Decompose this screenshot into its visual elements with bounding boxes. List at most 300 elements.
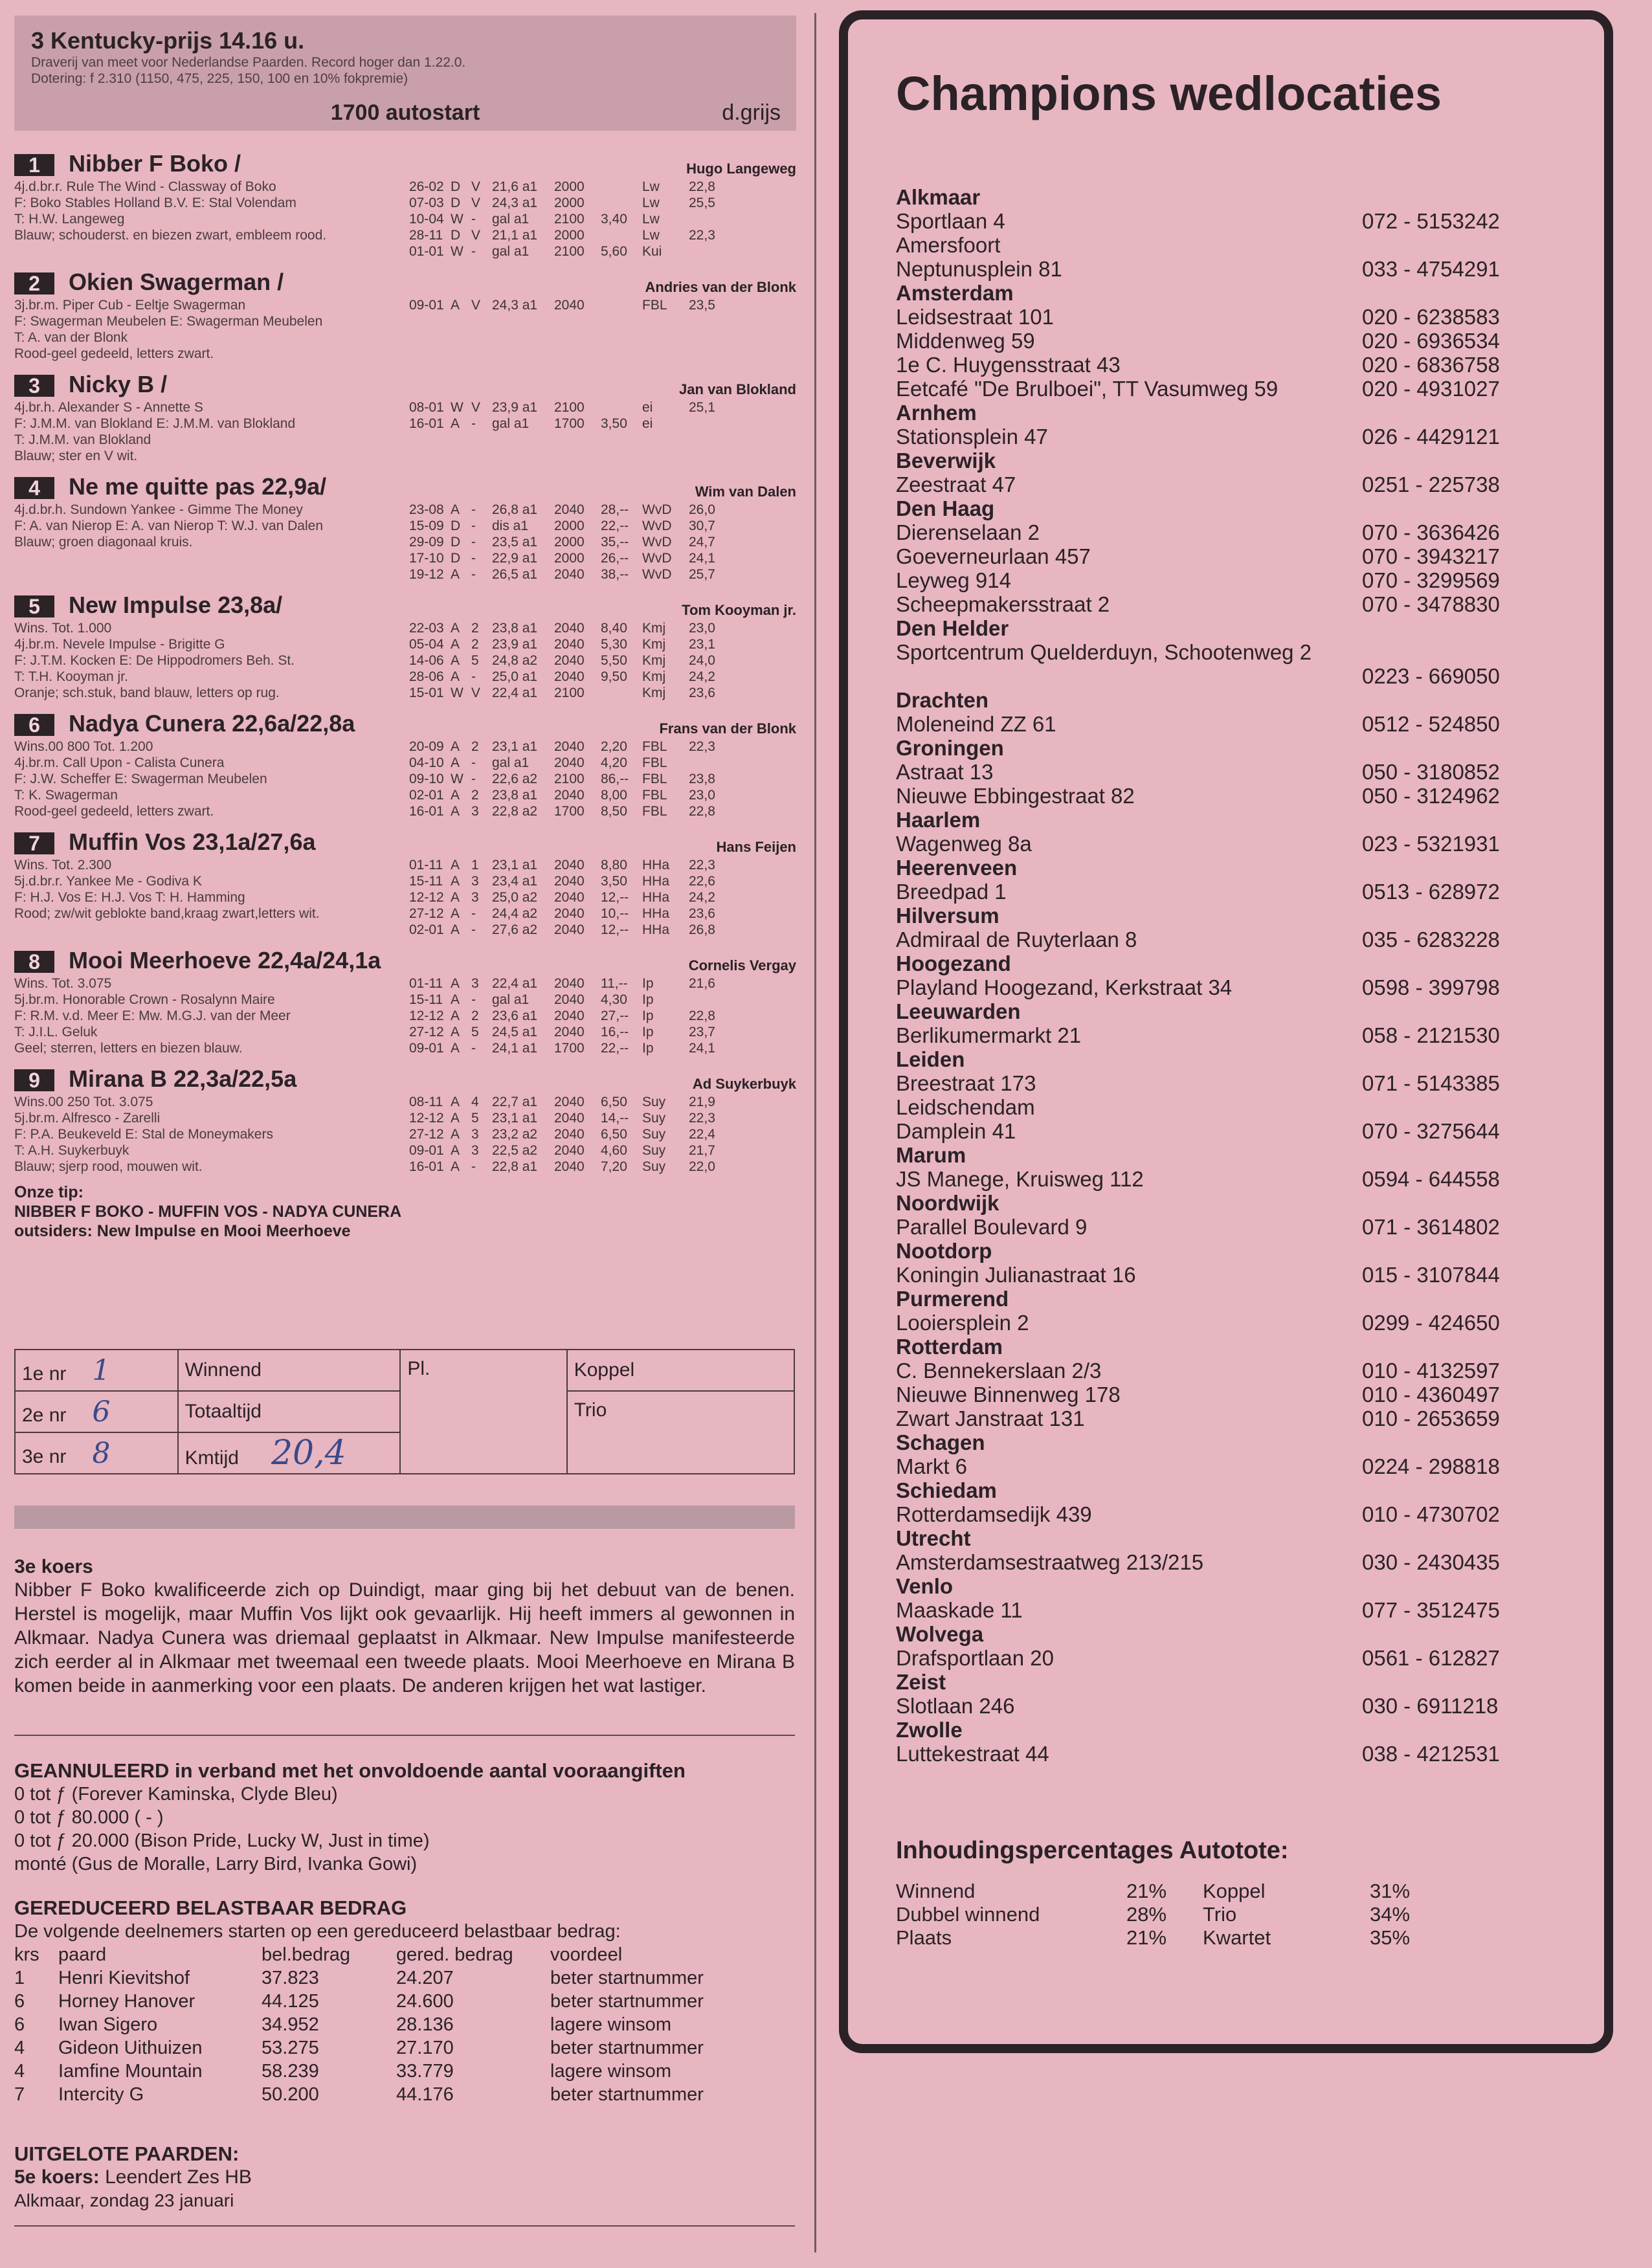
result-cell: 2040 — [554, 502, 585, 517]
location-phone: 070 - 3478830 — [1362, 592, 1500, 616]
result-cell: 6,50 — [601, 1127, 627, 1142]
result-cell: 23,5 — [689, 298, 715, 313]
tip-line-2: outsiders: New Impulse en Mooi Meerhoeve — [14, 1222, 351, 1240]
location-row — [896, 832, 1504, 856]
race-title: 3 Kentucky-prijs 14.16 u. — [31, 27, 305, 54]
city-name: Zwolle — [896, 1718, 963, 1742]
result-row — [409, 550, 796, 566]
result-cell: gal a1 — [492, 212, 530, 227]
result-cell: 2040 — [554, 637, 585, 652]
horse-info-line: F: J.T.M. Kocken E: De Hippodromers Beh. St. — [14, 653, 295, 668]
city-name: Beverwijk — [896, 449, 996, 472]
location-phone: 015 - 3107844 — [1362, 1263, 1500, 1287]
city-name: Hoogezand — [896, 951, 1011, 975]
horse-driver: Cornelis Vergay — [688, 957, 796, 973]
horse-info-line: Wins. Tot. 1.000 — [14, 621, 112, 636]
winnend-cell[interactable]: Winnend — [178, 1350, 401, 1391]
result-cell: 15-11 — [409, 992, 443, 1007]
reduced-cell: 37.823 — [262, 1968, 319, 1988]
reduced-cell: 27.170 — [396, 2038, 454, 2058]
result-cell: 2 — [471, 637, 479, 652]
result-cell: 25,0 a2 — [492, 890, 538, 905]
result-cell: A — [451, 1095, 460, 1109]
location-address: Dierenselaan 2 — [896, 520, 1040, 544]
horse-info-line: F: Swagerman Meubelen E: Swagerman Meubelen — [14, 314, 323, 329]
horse-info — [14, 179, 416, 243]
horse-driver: Wim van Dalen — [695, 484, 796, 500]
reduced-col-header: gered. bedrag — [396, 1944, 513, 1965]
city-name: Haarlem — [896, 808, 981, 832]
location-address: Stationsplein 47 — [896, 425, 1048, 449]
result-cell: 24,4 a2 — [492, 906, 538, 921]
totaaltijd-cell[interactable]: Totaaltijd — [178, 1391, 401, 1432]
location-row — [896, 1454, 1504, 1478]
result-cell: 09-01 — [409, 298, 444, 313]
result-cell: W — [451, 685, 463, 700]
result-cell: A — [451, 502, 460, 517]
location-row — [896, 1119, 1504, 1143]
result-cell: 23,9 a1 — [492, 637, 538, 652]
result-cell: 2040 — [554, 1159, 585, 1174]
reduced-cell: 34.952 — [262, 2014, 319, 2035]
result-cell: 22,0 — [689, 1159, 715, 1174]
location-phone: 033 - 4754291 — [1362, 257, 1500, 281]
result-cell: 01-01 — [409, 244, 444, 259]
result-cell: 8,40 — [601, 621, 627, 636]
result-cell: 21,9 — [689, 1095, 715, 1109]
result-cell: 2040 — [554, 992, 585, 1007]
deduction-section — [896, 1836, 1504, 1950]
location-address: Wagenweg 8a — [896, 832, 1032, 856]
result-cell: D — [451, 195, 461, 210]
location-address: Amersfoort — [896, 233, 1001, 257]
result-cell: W — [451, 244, 463, 259]
result-cell: 27-12 — [409, 906, 444, 921]
result-cell: 2040 — [554, 1095, 585, 1109]
horse-name: Okien Swagerman / — [69, 269, 284, 295]
result-cell: A — [451, 1041, 460, 1056]
horse-info-line: Wins. Tot. 3.075 — [14, 976, 112, 991]
result-row — [409, 329, 796, 346]
horse-info-line: F: P.A. Beukeveld E: Stal de Moneymakers — [14, 1127, 273, 1142]
result-cell: A — [451, 804, 460, 819]
location-phone: 010 - 4360497 — [1362, 1383, 1500, 1406]
horse-info — [14, 620, 416, 701]
reduced-row — [14, 2083, 795, 2106]
deduction-cell: 31% — [1370, 1880, 1411, 1902]
result-cell: 2040 — [554, 1143, 585, 1158]
result-cell: - — [471, 669, 476, 684]
horse-name: Ne me quitte pas 22,9a/ — [69, 473, 327, 500]
location-row — [896, 425, 1504, 449]
result-cell: D — [451, 551, 461, 566]
result-cell: 3 — [471, 1143, 479, 1158]
city-name: Leiden — [896, 1047, 965, 1071]
location-address: Koningin Julianastraat 16 — [896, 1263, 1136, 1287]
location-phone: 035 - 6283228 — [1362, 928, 1500, 951]
result-cell: 26,0 — [689, 502, 715, 517]
cancelled-line: 0 tot ƒ 80.000 ( - ) — [14, 1807, 164, 1828]
location-phone: 058 - 2121530 — [1362, 1023, 1500, 1047]
result-cell: HHa — [642, 906, 670, 921]
result-cell: FBL — [642, 788, 667, 803]
race-distance: 1700 autostart — [330, 100, 480, 125]
result-cell — [689, 243, 728, 260]
result-row — [409, 992, 796, 1008]
trio-cell[interactable]: Trio — [567, 1391, 794, 1474]
result-cell: - — [471, 1041, 476, 1056]
location-row — [896, 1023, 1504, 1047]
horse-name: Nicky B / — [69, 371, 168, 397]
kmtijd-cell[interactable]: Kmtijd 20,4 — [178, 1432, 401, 1474]
location-row — [896, 975, 1504, 999]
result-cell: 8,50 — [601, 804, 627, 819]
reduced-section — [14, 1896, 795, 2106]
bet-row-2[interactable]: 2e nr 6 — [15, 1391, 178, 1432]
deduction-cell: Kwartet — [1203, 1926, 1271, 1949]
result-cell: 12-12 — [409, 1111, 444, 1126]
reduced-row — [14, 2060, 795, 2083]
result-cell: A — [451, 874, 460, 889]
result-row — [409, 1040, 796, 1056]
reduced-row — [14, 2036, 795, 2060]
result-cell: 12-12 — [409, 1008, 444, 1023]
horse-info-line: 3j.br.m. Piper Cub - Eeltje Swagerman — [14, 298, 246, 313]
grey-divider-bar — [14, 1506, 795, 1529]
pl-cell[interactable]: Pl. — [400, 1350, 566, 1474]
result-cell: A — [451, 992, 460, 1007]
result-cell — [689, 416, 728, 432]
tip-label: Onze tip: — [14, 1183, 84, 1201]
horse-info-line: 5j.br.m. Alfresco - Zarelli — [14, 1111, 161, 1126]
horse-info — [14, 857, 416, 922]
result-cell: Lw — [642, 179, 660, 194]
horse-entry — [14, 370, 796, 464]
result-cell: D — [451, 518, 461, 533]
result-cell: 30,7 — [689, 518, 715, 533]
location-row — [896, 377, 1504, 401]
location-address: Drafsportlaan 20 — [896, 1646, 1054, 1670]
horse-info-line: Blauw; schouderst. en biezen zwart, embleem rood. — [14, 228, 327, 243]
result-cell: 09-10 — [409, 772, 444, 786]
result-cell: 22,8 — [689, 179, 715, 194]
location-address: Admiraal de Ruyterlaan 8 — [896, 928, 1137, 951]
result-cell: D — [451, 535, 461, 550]
location-phone: 072 - 5153242 — [1362, 209, 1500, 233]
result-cell: V — [471, 228, 481, 243]
location-phone — [1362, 640, 1504, 664]
location-row — [896, 1095, 1504, 1119]
deduction-cell: Plaats — [896, 1926, 952, 1949]
result-cell: 2000 — [554, 195, 585, 210]
horse-results — [409, 857, 796, 938]
result-cell: A — [451, 298, 460, 313]
location-row — [896, 305, 1504, 329]
result-cell: 16-01 — [409, 1159, 444, 1174]
result-cell — [601, 195, 642, 211]
location-address: Damplein 41 — [896, 1119, 1016, 1143]
location-address: Slotlaan 246 — [896, 1694, 1015, 1718]
result-cell: 22,8 a2 — [492, 804, 538, 819]
horse-info — [14, 1094, 416, 1175]
result-cell: 23,4 a1 — [492, 874, 538, 889]
result-row — [409, 975, 796, 992]
result-cell: 35,-- — [601, 535, 629, 550]
horse-name: New Impulse 23,8a/ — [69, 592, 283, 618]
horse-driver: Frans van der Blonk — [659, 720, 796, 737]
location-phone: 071 - 3614802 — [1362, 1215, 1500, 1239]
reduced-row — [14, 1966, 795, 1990]
result-cell: 23,0 — [689, 621, 715, 636]
race-color: d.grijs — [722, 100, 781, 125]
location-address: Amsterdamsestraatweg 213/215 — [896, 1550, 1204, 1574]
result-cell: A — [451, 1025, 460, 1040]
result-cell: 22,4 a1 — [492, 976, 538, 991]
analysis-heading: 3e koers — [14, 1556, 93, 1577]
result-cell: - — [471, 551, 476, 566]
result-cell: Kmj — [642, 669, 666, 684]
result-cell: 2000 — [554, 228, 585, 243]
result-row — [409, 669, 796, 685]
horse-body — [14, 297, 796, 362]
result-cell: A — [451, 669, 460, 684]
result-cell: 07-03 — [409, 195, 444, 210]
reduced-col-header: krs — [14, 1944, 39, 1965]
reduced-cell: 7 — [14, 2084, 25, 2105]
race-prize: Dotering: f 2.310 (1150, 475, 225, 150, 100 en 10% fokpremie) — [31, 71, 408, 86]
reduced-header-row — [14, 1943, 795, 1966]
horse-info-line: T: A.H. Suykerbuyk — [14, 1143, 129, 1158]
result-cell: 2000 — [554, 179, 585, 194]
result-cell: 26,-- — [601, 551, 629, 566]
horse-info-line: Oranje; sch.stuk, band blauw, letters op rug. — [14, 685, 280, 700]
result-cell: - — [471, 992, 476, 1007]
location-address: Middenweg 59 — [896, 329, 1035, 353]
horse-info — [14, 399, 416, 464]
result-cell — [689, 755, 728, 771]
reduced-cell: 24.600 — [396, 1991, 454, 2012]
result-row — [409, 889, 796, 906]
cancelled-line: 0 tot ƒ 20.000 (Bison Pride, Lucky W, Just in time) — [14, 1830, 430, 1851]
location-row — [896, 1215, 1504, 1239]
handwritten-1: 1 — [92, 1353, 111, 1387]
result-row — [409, 1126, 796, 1142]
location-address: 1e C. Huygensstraat 43 — [896, 353, 1121, 377]
result-cell: 09-01 — [409, 1143, 444, 1158]
reduced-cell: beter startnummer — [550, 1991, 704, 2012]
koppel-cell[interactable]: Koppel — [567, 1350, 794, 1391]
horse-info-line: F: R.M. v.d. Meer E: Mw. M.G.J. van der Meer — [14, 1008, 291, 1023]
result-cell: 22,-- — [601, 518, 629, 533]
result-cell: 86,-- — [601, 772, 629, 786]
horse-number: 2 — [14, 272, 54, 295]
horse-entry — [14, 472, 796, 583]
result-cell: 27-12 — [409, 1025, 444, 1040]
horse-info-line: 5j.br.m. Honorable Crown - Rosalynn Maire — [14, 992, 275, 1007]
result-cell: Lw — [642, 212, 660, 227]
result-cell: 24,1 — [689, 1041, 715, 1056]
result-cell: 2040 — [554, 874, 585, 889]
location-phone: 0251 - 225738 — [1362, 472, 1500, 496]
result-row — [409, 739, 796, 755]
result-cell: 3 — [471, 804, 479, 819]
horse-number: 5 — [14, 595, 54, 617]
result-cell: 12,-- — [601, 922, 629, 937]
horse-name: Mooi Meerhoeve 22,4a/24,1a — [69, 947, 381, 973]
location-phone: 070 - 3943217 — [1362, 544, 1500, 568]
city-name: Schagen — [896, 1430, 985, 1454]
result-cell: 2040 — [554, 788, 585, 803]
result-cell: HHa — [642, 874, 670, 889]
result-cell: 28-11 — [409, 228, 443, 243]
result-cell: 3,50 — [601, 416, 627, 431]
result-cell: Lw — [642, 195, 660, 210]
result-cell: V — [471, 298, 481, 313]
horse-info-line: F: J.W. Scheffer E: Swagerman Meubelen — [14, 772, 267, 786]
result-cell: Suy — [642, 1111, 666, 1126]
result-row — [409, 771, 796, 787]
reduced-cell: 53.275 — [262, 2038, 319, 2058]
result-cell: - — [471, 244, 476, 259]
result-cell: 23,1 — [689, 637, 715, 652]
bet-row-3[interactable]: 3e nr 8 — [15, 1432, 178, 1474]
result-cell: 9,50 — [601, 669, 627, 684]
location-phone: 010 - 4132597 — [1362, 1359, 1500, 1383]
result-cell — [601, 685, 642, 701]
result-cell: FBL — [642, 298, 667, 313]
result-cell: 01-11 — [409, 858, 443, 873]
result-cell: 22,-- — [601, 1041, 629, 1056]
column-divider — [814, 13, 816, 2252]
deduction-table — [896, 1880, 1504, 1950]
reduced-cell: Gideon Uithuizen — [58, 2038, 203, 2058]
result-cell: 23,1 a1 — [492, 858, 538, 873]
deduction-cell: 35% — [1370, 1926, 1411, 1949]
result-cell: 01-11 — [409, 976, 443, 991]
deduction-cell: Trio — [1203, 1903, 1237, 1926]
result-cell: 4,60 — [601, 1143, 627, 1158]
tip-block — [14, 1183, 796, 1241]
result-cell: 2040 — [554, 653, 585, 668]
horse-driver: Hans Feijen — [716, 839, 796, 855]
location-address: Sportlaan 4 — [896, 209, 1005, 233]
result-cell: Ip — [642, 1025, 654, 1040]
horse-info-line: 4j.br.h. Alexander S - Annette S — [14, 400, 203, 415]
location-row — [896, 1383, 1504, 1406]
reduced-cell: 28.136 — [396, 2014, 454, 2035]
result-row — [409, 1142, 796, 1159]
result-cell: 2000 — [554, 518, 585, 533]
horse-body — [14, 502, 796, 583]
result-cell: 12,-- — [601, 890, 629, 905]
reduced-table — [14, 1943, 795, 2106]
location-phone: 050 - 3180852 — [1362, 760, 1500, 784]
result-cell: A — [451, 416, 460, 431]
result-cell: 24,7 — [689, 535, 715, 550]
horse-info — [14, 502, 416, 550]
result-cell: 09-01 — [409, 1041, 444, 1056]
divider-line — [14, 1735, 795, 1736]
result-cell: 8,80 — [601, 858, 627, 873]
result-cell: 22,7 a1 — [492, 1095, 538, 1109]
location-address: Moleneind ZZ 61 — [896, 712, 1056, 736]
result-cell: 24,1 a1 — [492, 1041, 538, 1056]
cancelled-heading: GEANNULEERD in verband met het onvoldoende aantal vooraangiften — [14, 1759, 686, 1782]
location-address: Breedpad 1 — [896, 880, 1007, 904]
location-phone: 070 - 3275644 — [1362, 1119, 1500, 1143]
result-cell: 5 — [471, 1111, 479, 1126]
horse-body — [14, 1094, 796, 1175]
result-cell: 24,0 — [689, 653, 715, 668]
location-phone: 020 - 6936534 — [1362, 329, 1500, 353]
result-cell: A — [451, 1008, 460, 1023]
result-cell: 08-11 — [409, 1095, 443, 1109]
horse-number: 1 — [14, 154, 54, 176]
location-row — [896, 1359, 1504, 1383]
result-cell: 19-12 — [409, 567, 444, 582]
result-cell: 6,50 — [601, 1095, 627, 1109]
result-cell: 3 — [471, 976, 479, 991]
bet-row-1[interactable]: 1e nr 1 — [15, 1350, 178, 1391]
result-row — [409, 620, 796, 636]
city-name: Groningen — [896, 736, 1004, 760]
city-name: Utrecht — [896, 1526, 971, 1550]
result-row — [409, 518, 796, 534]
horse-headline — [14, 827, 796, 857]
horse-entry — [14, 267, 796, 362]
result-cell: 05-04 — [409, 637, 444, 652]
reduced-cell: beter startnummer — [550, 1968, 704, 1988]
result-cell: 25,1 — [689, 400, 715, 415]
location-address: Scheepmakersstraat 2 — [896, 592, 1110, 616]
deduction-cell: 21% — [1126, 1880, 1167, 1902]
reduced-col-header: bel.bedrag — [262, 1944, 351, 1965]
result-cell: 38,-- — [601, 567, 629, 582]
result-cell: WvD — [642, 502, 672, 517]
result-cell: 10-04 — [409, 212, 444, 227]
horse-info — [14, 739, 416, 819]
result-cell: 24,1 — [689, 551, 715, 566]
result-cell — [689, 992, 728, 1008]
horse-number: 6 — [14, 714, 54, 736]
result-cell: A — [451, 1111, 460, 1126]
result-cell: 26,8 a1 — [492, 502, 538, 517]
drawn-heading: UITGELOTE PAARDEN: — [14, 2142, 240, 2165]
result-cell: A — [451, 1127, 460, 1142]
horse-info-line: T: J.I.L. Geluk — [14, 1025, 98, 1040]
horse-results — [409, 1094, 796, 1175]
result-cell: 14,-- — [601, 1111, 629, 1126]
city-name: Leeuwarden — [896, 999, 1021, 1023]
location-row — [896, 257, 1504, 281]
race-header — [14, 16, 796, 131]
result-cell: 23,1 a1 — [492, 1111, 538, 1126]
location-row — [896, 472, 1504, 496]
reduced-cell: Intercity G — [58, 2084, 144, 2105]
result-cell: HHa — [642, 922, 670, 937]
deduction-cell: 21% — [1126, 1926, 1167, 1949]
result-cell: 11,-- — [601, 976, 628, 991]
horse-info-line: Geel; sterren, letters en biezen blauw. — [14, 1041, 243, 1056]
location-row — [896, 1646, 1504, 1670]
location-address: Markt 6 — [896, 1454, 968, 1478]
result-cell: 15-11 — [409, 874, 443, 889]
reduced-intro: De volgende deelnemers starten op een gereduceerd belastbaar bedrag: — [14, 1921, 621, 1942]
city-name: Schiedam — [896, 1478, 997, 1502]
horse-entry — [14, 149, 796, 260]
handwritten-2: 6 — [92, 1395, 111, 1429]
cancelled-lines — [14, 1783, 795, 1876]
